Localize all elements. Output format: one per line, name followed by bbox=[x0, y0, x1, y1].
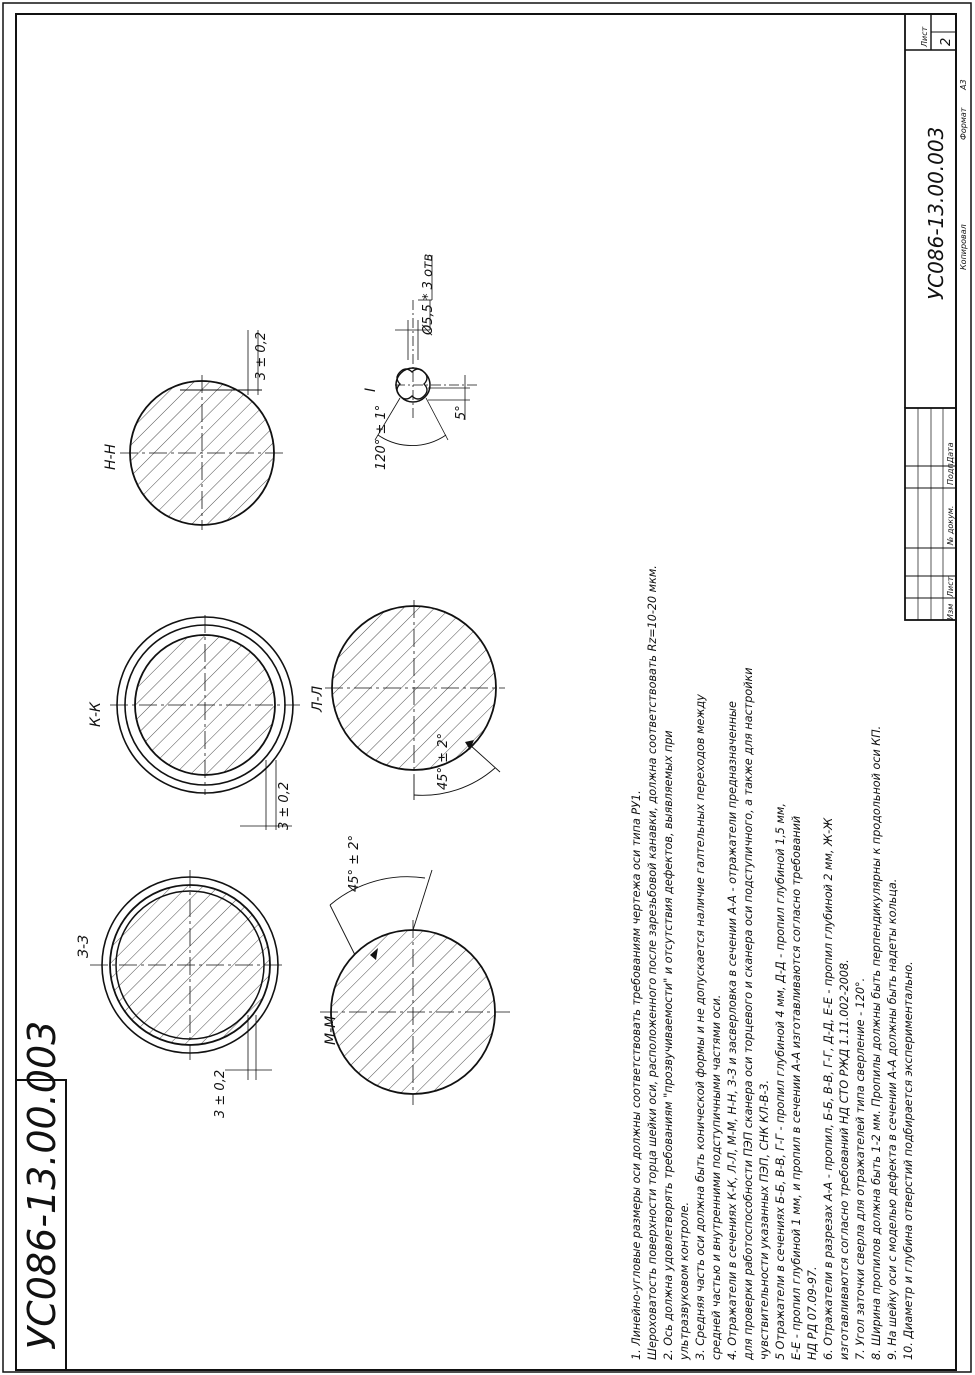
note-line: 9. На шейку оси с моделью дефекта в сечении А-А должны быть надеты кольца. bbox=[886, 878, 899, 1360]
note-line: 10. Диаметр и глубина отверстий подбирается экспериментально. bbox=[902, 961, 915, 1360]
section-z-label: З-З bbox=[76, 934, 92, 958]
section-n-dim: 3 ± 0,2 bbox=[254, 331, 269, 380]
section-m-dim: 45° ± 2° bbox=[347, 835, 362, 892]
section-k-dim: 3 ± 0,2 bbox=[277, 781, 292, 830]
title-header-list: Лист bbox=[946, 576, 955, 597]
note-line: НД РД 07.09-97. bbox=[806, 1266, 819, 1360]
detail-i-diam: Ø5,5 * 3 отв bbox=[421, 253, 436, 335]
section-l-dim: 45° ± 2° bbox=[436, 733, 451, 790]
title-code: УС086-13.00.003 bbox=[924, 126, 948, 300]
detail-i-label: I bbox=[363, 387, 379, 392]
detail-i-angle: 120° ± 1° bbox=[374, 404, 389, 470]
format-value: А3 bbox=[959, 79, 968, 90]
note-line: 4. Отражатели в сечениях К-К, Л-Л, М-М, Н-Н, З-З и засверловка в сечении А-А - отражатели предназначенные bbox=[726, 701, 739, 1360]
sheet-label: Лист bbox=[920, 26, 929, 47]
section-n-label: Н-Н bbox=[103, 443, 119, 470]
note-line: 6. Отражатели в разрезах А-А - пропил, Б-Б, В-В, Г-Г, Д-Д, Е-Е - пропил глубиной 2 мм, Ж-Ж bbox=[822, 817, 835, 1360]
section-l bbox=[310, 600, 505, 800]
section-m-label: М-М bbox=[323, 1015, 339, 1045]
code-stamp-text: УС086-13.00.003 bbox=[20, 1020, 64, 1350]
detail-i-small: 5° bbox=[454, 405, 469, 420]
title-block bbox=[905, 14, 968, 620]
note-line: изготавливаются согласно требований НД СТО РЖД 1.11.002-2008. bbox=[838, 959, 851, 1360]
note-line: ультразвуковом контроле. bbox=[678, 1201, 691, 1360]
section-l-label: Л-Л bbox=[310, 685, 326, 712]
code-stamp bbox=[16, 1021, 66, 1370]
note-line: 1. Линейно-угловые размеры оси должны соответствовать требованиям чертежа оси типа РУ1. bbox=[630, 790, 643, 1360]
note-line: средней частью и внутренними подступичными частями оси. bbox=[710, 994, 723, 1360]
note-line: 3. Средняя часть оси должна быть конической формы и не допускается наличие галтельных переходов между bbox=[694, 694, 707, 1360]
section-n bbox=[103, 330, 285, 530]
title-header-izm: Изм bbox=[946, 603, 955, 620]
format-label: Формат bbox=[959, 107, 968, 140]
section-z bbox=[76, 870, 285, 1118]
note-line: Е-Е - пропил глубиной 1 мм, и пропил в сечении А-А изготавливаются согласно требований bbox=[790, 815, 803, 1360]
title-header-date: Дата bbox=[946, 442, 955, 463]
note-line: Шероховатость поверхности торца шейки оси, расположенного после зарезьбовой канавки, должна соответствовать Rz=10-20 мкм. bbox=[646, 565, 659, 1360]
section-m bbox=[320, 835, 510, 1105]
note-line: для проверки работоспособности ПЭП сканера оси торцевого и сканера оси подступичного, а также для настройки bbox=[742, 667, 755, 1360]
copied-label: Копировал bbox=[959, 224, 968, 270]
note-line: 8. Ширина пропилов должна быть 1-2 мм. Пропилы должны быть перпендикулярны к продольной оси КП. bbox=[870, 725, 883, 1360]
title-header-doc: № докум. bbox=[946, 505, 955, 545]
detail-i bbox=[363, 254, 480, 470]
section-z-dim: 3 ± 0,2 bbox=[213, 1069, 228, 1118]
technical-notes bbox=[630, 565, 915, 1361]
title-header-sign: Подп. bbox=[946, 460, 955, 485]
sheet-number: 2 bbox=[939, 37, 954, 46]
section-k bbox=[88, 615, 300, 830]
note-line: чувствительности указанных ПЭП, СНК КЛ-В-3. bbox=[758, 1079, 771, 1360]
note-line: 7. Угол заточки сверла для отражателей типа сверление - 120°. bbox=[854, 977, 867, 1360]
note-line: 5 Отражатели в сечениях Б-Б, В-В, Г-Г - пропил глубиной 4 мм, Д-Д - пропил глубиной 1,5 мм, bbox=[774, 803, 787, 1360]
note-line: 2. Ось должна удовлетворять требованиям "прозвучиваемости" и отсутствия дефектов, выявляемых при bbox=[662, 730, 675, 1360]
section-k-label: К-К bbox=[88, 702, 104, 727]
